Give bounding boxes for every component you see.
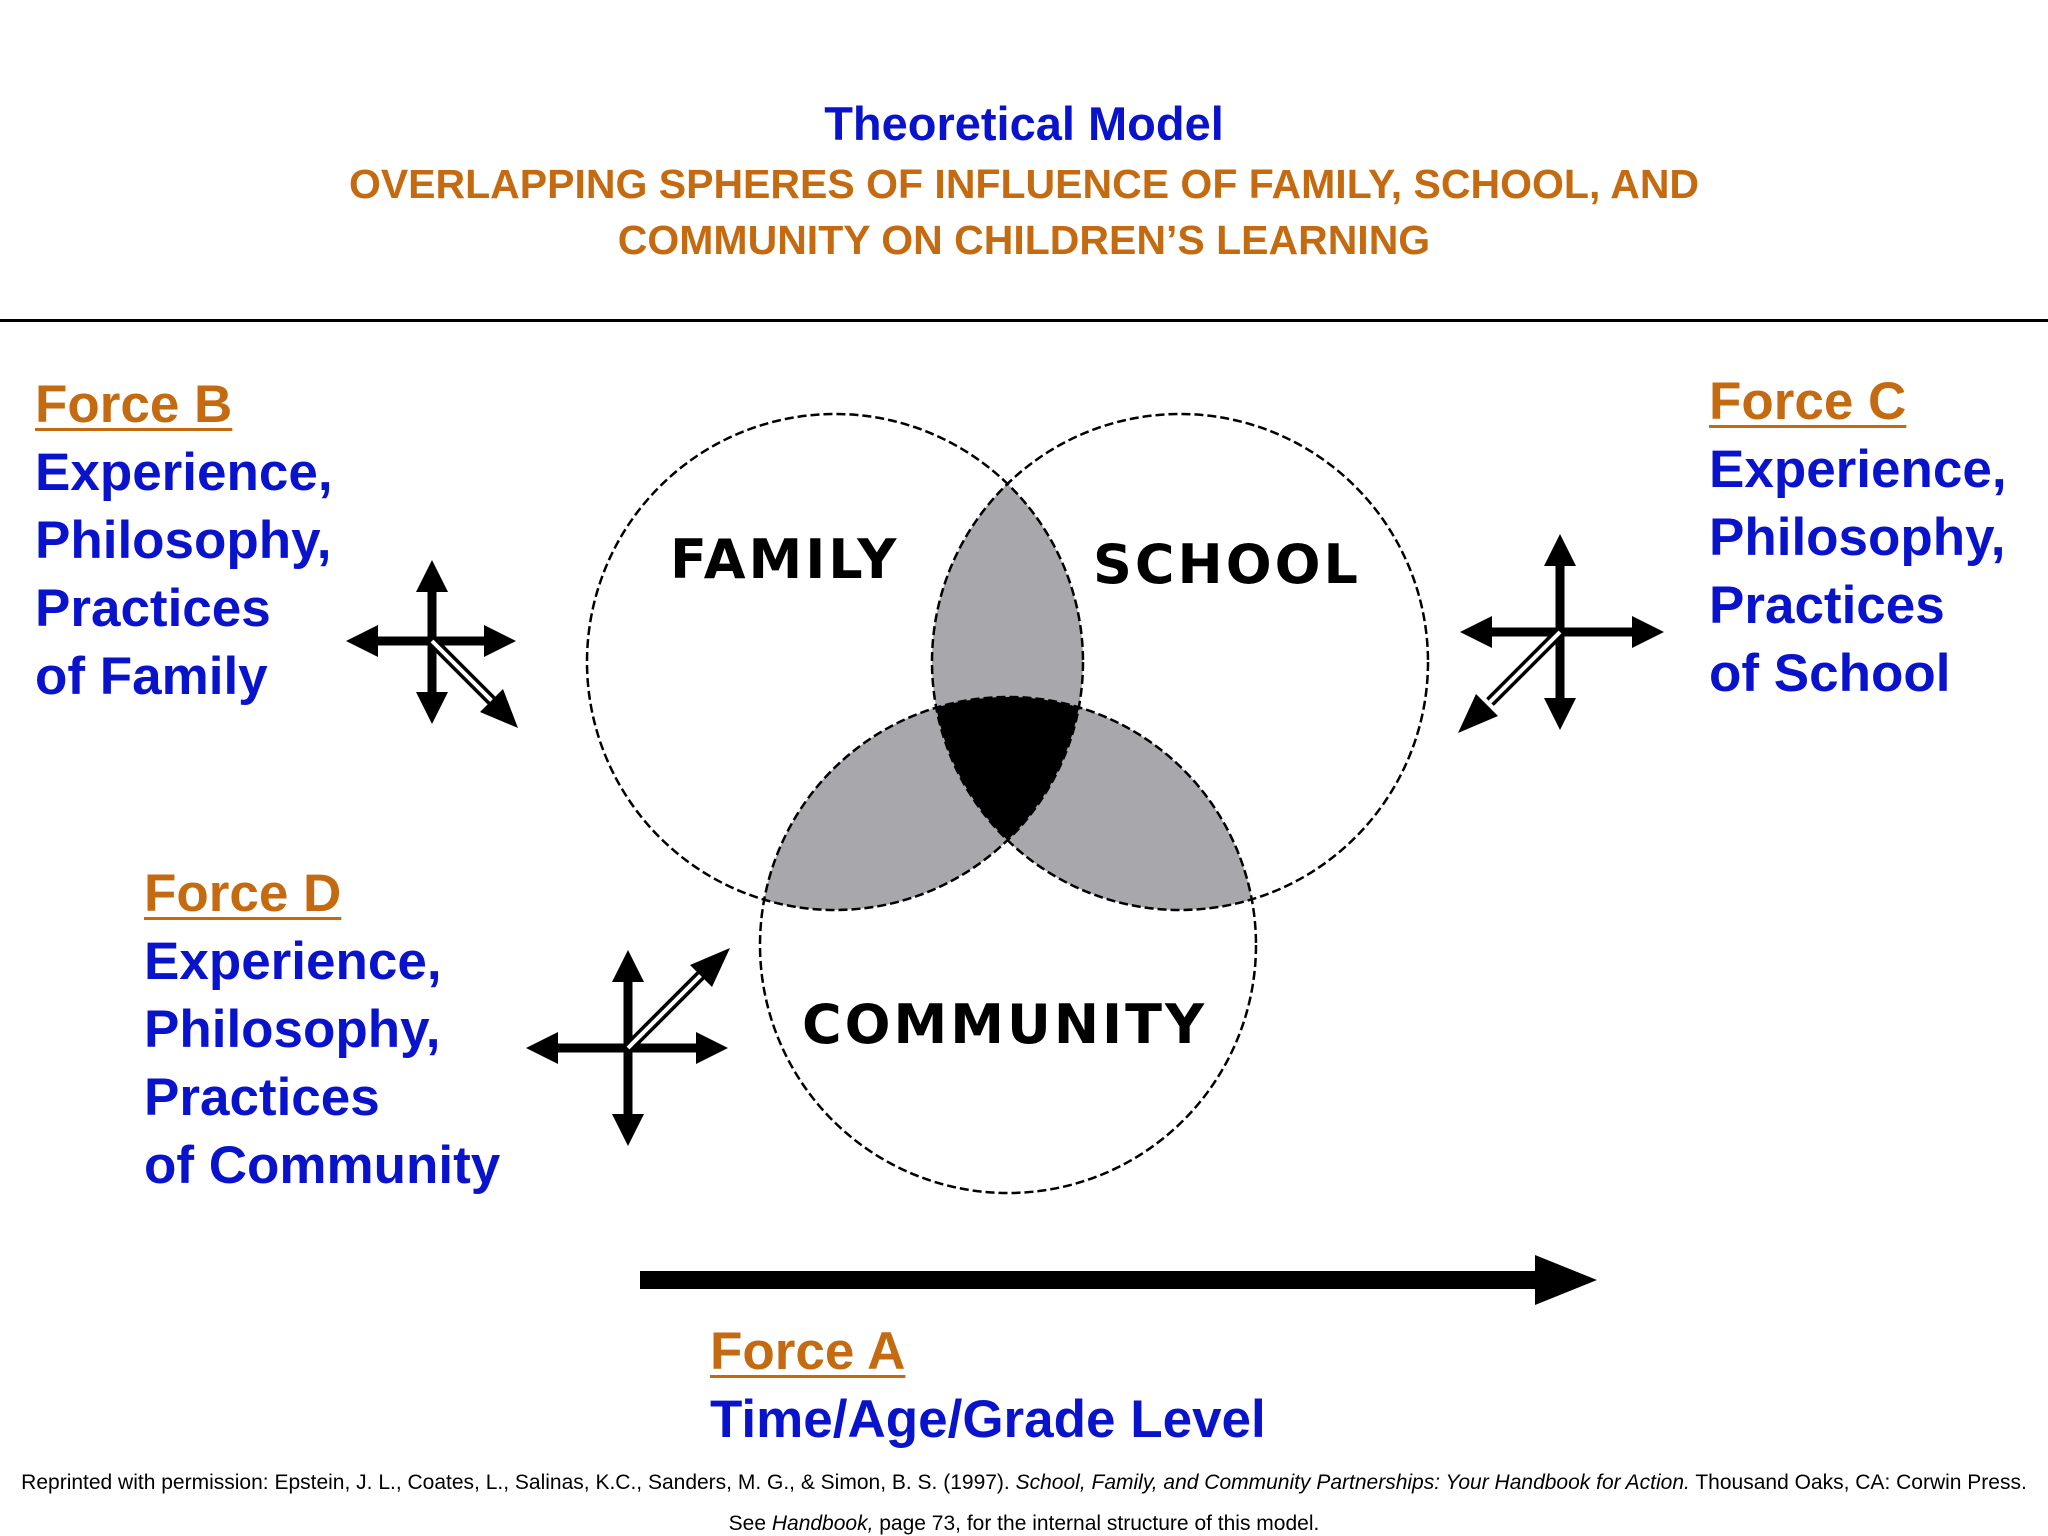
reference-see: See	[728, 1512, 772, 1535]
force-b-line-2: Philosophy,	[35, 511, 332, 570]
force-c-line-2: Philosophy,	[1709, 508, 2006, 567]
reference-handbook: Handbook,	[771, 1512, 874, 1535]
force-d-line-2: Philosophy,	[144, 1000, 441, 1059]
force-d-line-1: Experience,	[144, 932, 442, 991]
force-a-block	[710, 1318, 1266, 1454]
force-b-block	[35, 371, 333, 711]
subtitle-line-2: COMMUNITY ON CHILDREN’S LEARNING	[617, 217, 1431, 263]
sphere-label-community: COMMUNITY	[802, 993, 1208, 1056]
reference-page-note: page 73, for the internal structure of this model.	[873, 1512, 1320, 1535]
force-a-line-1: Time/Age/Grade Level	[710, 1390, 1266, 1449]
force-d-arrows-icon	[526, 948, 730, 1146]
force-a-arrow-icon	[640, 1255, 1597, 1305]
force-d-line-3: Practices	[144, 1068, 380, 1127]
force-b-line-4: of Family	[35, 647, 268, 706]
sphere-label-family: FAMILY	[670, 528, 900, 591]
force-b-line-3: Practices	[35, 579, 271, 638]
subtitle-line-1: OVERLAPPING SPHERES OF INFLUENCE OF FAMILY, SCHOOL, AND	[348, 161, 1700, 207]
reference-line-1	[0, 1471, 2048, 1495]
force-c-line-3: Practices	[1709, 576, 1945, 635]
force-c-name: Force C	[1709, 372, 1907, 431]
force-d-block	[144, 860, 500, 1200]
force-b-name: Force B	[35, 375, 233, 434]
reference-book-title: School, Family, and Community Partnerships: Your Handbook for Action.	[1015, 1471, 1690, 1494]
force-c-line-1: Experience,	[1709, 440, 2007, 499]
sphere-label-school: SCHOOL	[1093, 533, 1361, 596]
force-b-arrows-icon	[346, 560, 518, 728]
force-a-name: Force A	[710, 1322, 906, 1381]
reference-line-2	[0, 1512, 2048, 1536]
force-c-line-4: of School	[1709, 644, 1951, 703]
force-d-name: Force D	[144, 864, 342, 923]
force-b-line-1: Experience,	[35, 443, 333, 502]
force-d-line-4: of Community	[144, 1136, 501, 1195]
diagram-title: Theoretical Model	[824, 97, 1224, 150]
reference-publisher: Thousand Oaks, CA: Corwin Press.	[1689, 1471, 2027, 1494]
reference-authors: Reprinted with permission: Epstein, J. L., Coates, L., Salinas, K.C., Sanders, M. G., & Simon, B. S. (1997).	[21, 1471, 1016, 1494]
force-c-arrows-icon	[1458, 534, 1664, 733]
force-c-block	[1709, 368, 2007, 708]
